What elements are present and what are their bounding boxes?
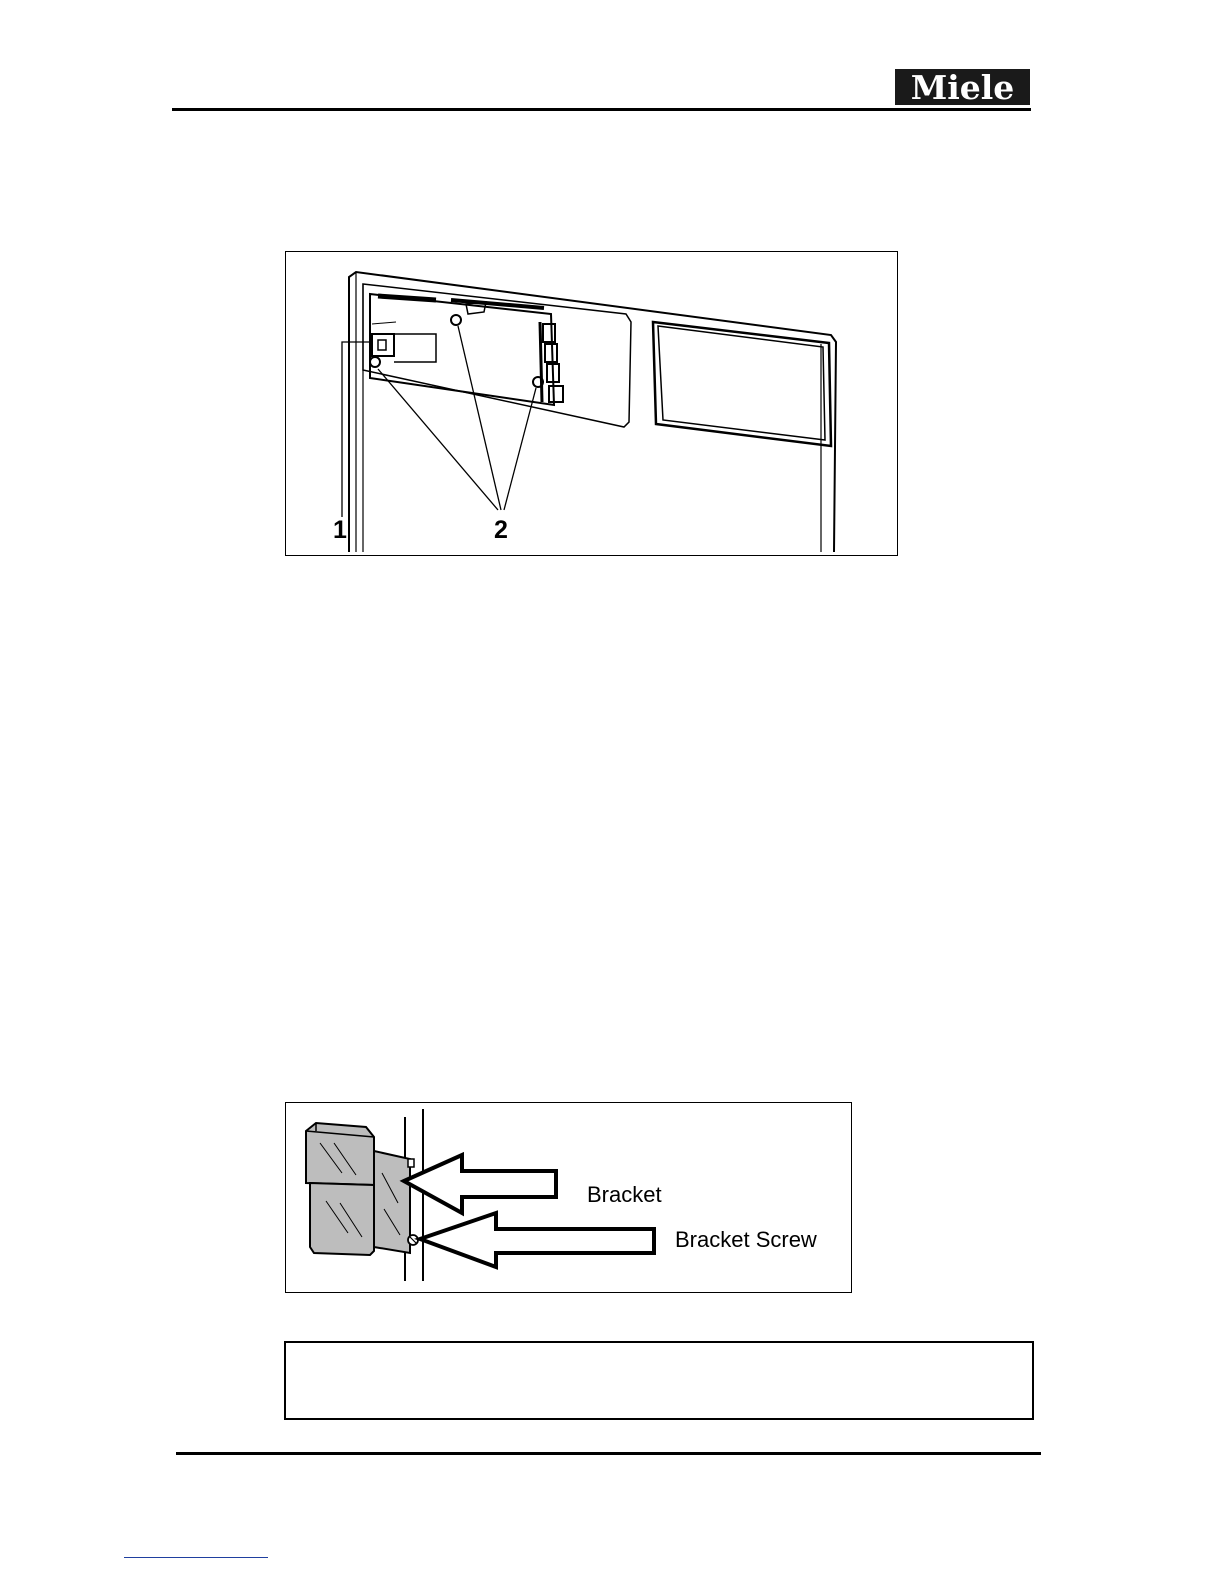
bracket-label: Bracket: [587, 1182, 662, 1207]
control-panel-illustration: [286, 252, 897, 555]
callout-2-label: 2: [494, 516, 508, 544]
header-rule: [172, 108, 1031, 111]
bracket-screw-label: Bracket Screw: [675, 1227, 817, 1252]
miele-logo: [895, 69, 1030, 105]
footnote-separator: [124, 1557, 268, 1558]
callout-1-label: 1: [333, 516, 347, 544]
figure-control-panel: [285, 251, 898, 556]
logo-text: Miele: [910, 67, 1015, 107]
bracket-illustration: [286, 1103, 851, 1292]
note-box: [284, 1341, 1034, 1420]
figure-bracket: [285, 1102, 852, 1293]
footer-rule: [176, 1452, 1041, 1455]
